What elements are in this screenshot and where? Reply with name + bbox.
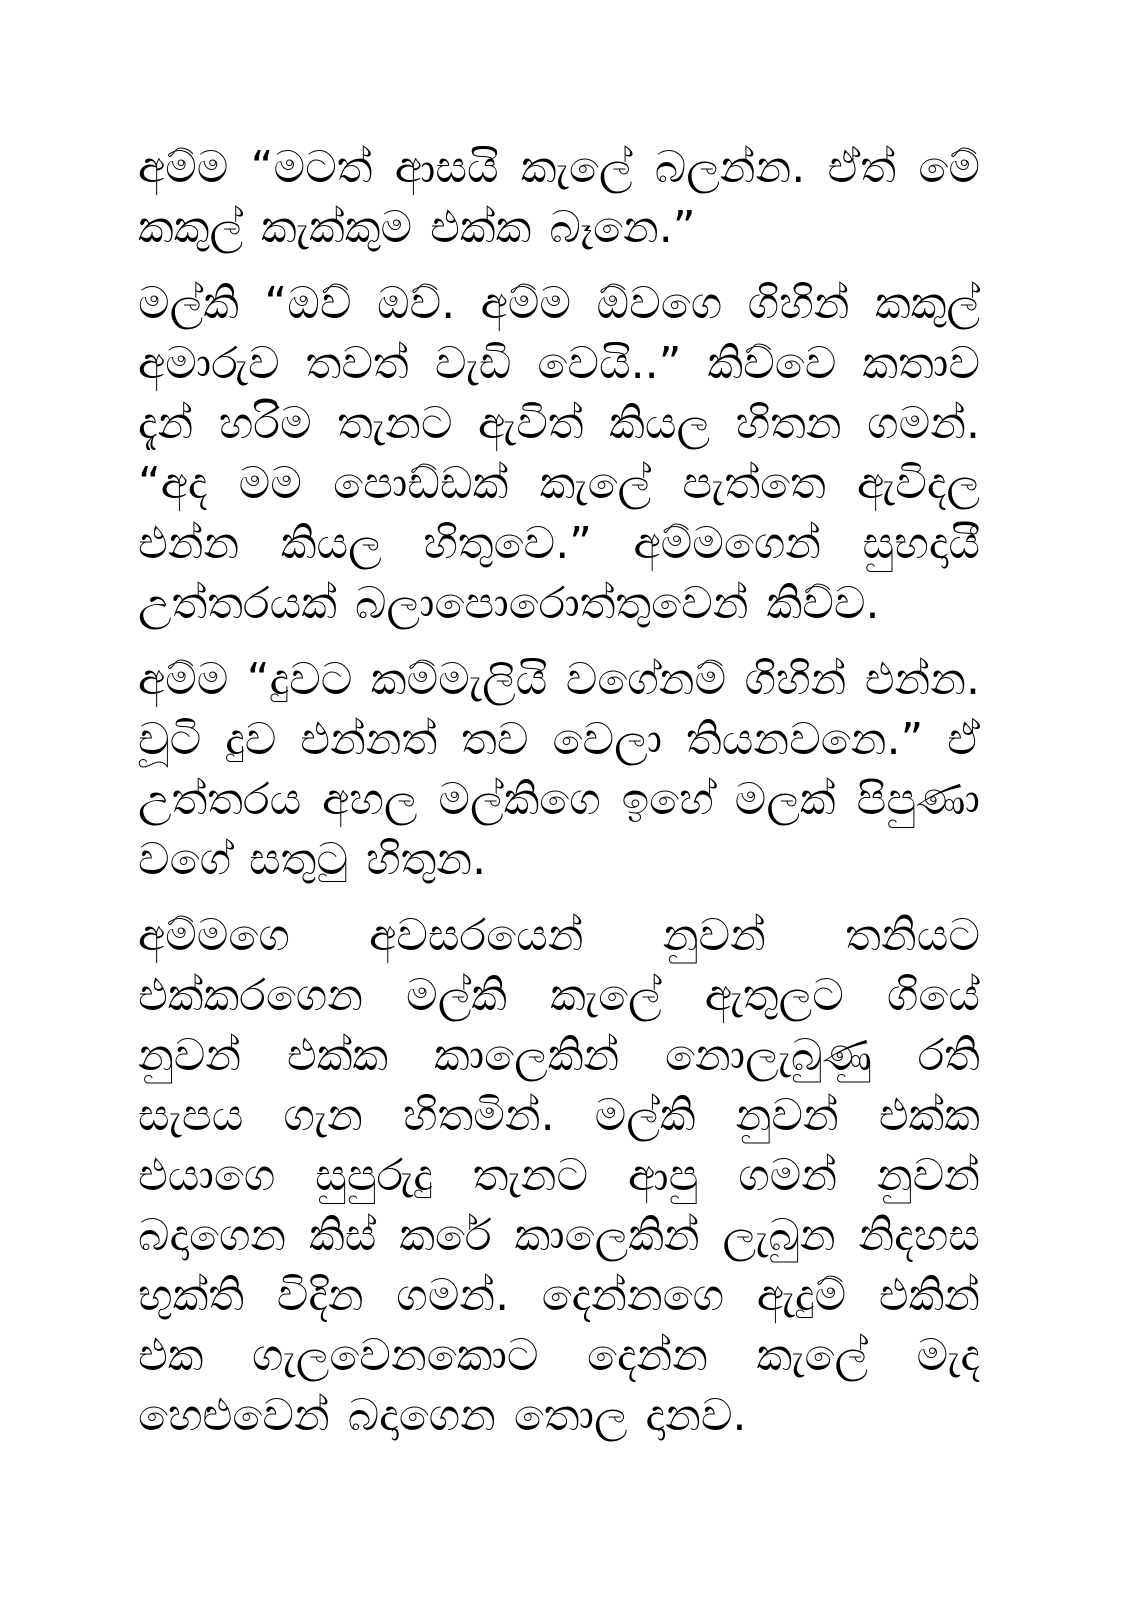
paragraph-3: අම්ම “දුවට කම්මැලියි වගේනම් ගිහින් එන්න. චූටි දුව එන්නත් තව වෙලා තියනවනෙ.” ඒ උත්තරය අහල මල්කිගෙ ඉහේ මලක් පිපුණා වගේ සතුටු හිතුන. bbox=[138, 654, 980, 885]
paragraph-1: අම්ම “මටත් ආසයි කැලේ බලන්න. ඒත් මේ කකුල් කැක්කුම එක්ක බෑනෙ.” bbox=[138, 142, 980, 253]
body-text bbox=[138, 138, 980, 1462]
paragraph-4: අම්මගෙ අවසරයෙන් නුවන් තනියට එක්කරගෙන මල්කි කැලේ ඇතුලට ගියේ නුවන් එක්ක කාලෙකින් නොලැබුණු රති සැපය ගැන හිතමින්. මල්කි නුවන් එක්ක එයාගෙ සුපුරුදු තැනට ආපු ගමන් නුවන් බදාගෙන කිස් කරේ කාලෙකින් ලැබුන නිදහස භුක්ති විදින ගමන්. දෙන්නගෙ ඇදුම් එකින් එක ගැලවෙනකොට දෙන්න කැලේ මැද හෙළුවෙන් බදාගෙන තොල දානව. bbox=[138, 910, 980, 1441]
paragraph-2: මල්කි “ඔව් ඔව්. අම්ම ඕවගෙ ගිහින් කකුල් අමාරුව තවත් වැඩි වෙයි..” කිව්වෙ කතාව දැන් හරිම තැනට ඇවිත් කියල හිතන ගමන්. “අද මම පොඩ්ඩක් කැලේ පැත්තෙ ඇවිදල එන්න කියල හිතුවෙ.” අම්මගෙන් සුභදායී උත්තරයක් බලාපොරොත්තුවෙන් කිව්ව. bbox=[138, 278, 980, 629]
